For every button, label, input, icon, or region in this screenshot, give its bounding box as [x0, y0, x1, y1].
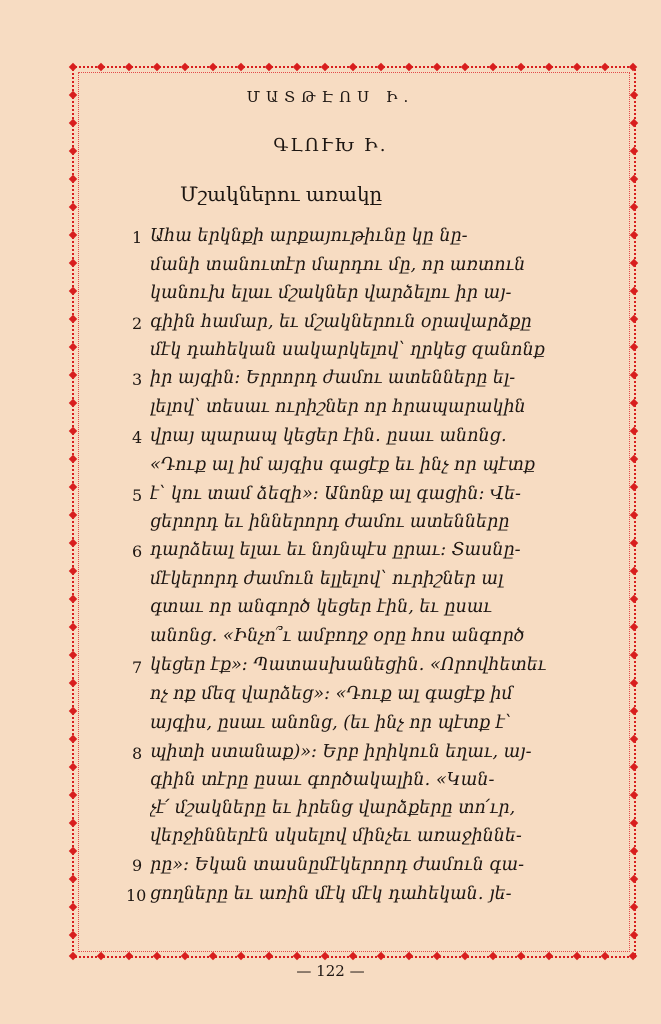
verse-number: 4 [132, 428, 143, 447]
text-line: անոնց․ «Ինչո՞ւ ամբողջ օրը հոս անգործ [150, 626, 525, 646]
text-line: ցերորդ եւ իններորդ ժամու ատենները [150, 512, 510, 532]
page-number: — 122 — [296, 962, 365, 980]
text-line: չէ՛ մշակները եւ իրենց վարձքերը տո՛ւր, [150, 798, 516, 818]
verse-number: 6 [132, 542, 143, 561]
text-line: ցողները եւ առին մէկ մէկ դահեկան․ յե- [150, 884, 512, 904]
text-line: այգիս, ըսաւ անոնց, (եւ ինչ որ պէտք է՝ [150, 713, 512, 733]
text-line: մէկ դահեկան սակարկելով՝ ղրկեց զանոնք [150, 340, 545, 360]
text-line: վերջիններէն սկսելով մինչեւ առաջիննե- [150, 826, 522, 846]
text-line: կեցեր էք»։ Պատասխանեցին․ «Որովհետեւ [150, 655, 547, 675]
text-line: մանի տանուտէր մարդու մը, որ առտուն [150, 255, 526, 275]
text-line: լելով՝ տեսաւ ուրիշներ որ հրապարակին [150, 397, 526, 417]
text-line: ոչ ոք մեզ վարձեց»։ «Դուք ալ գացէք իմ [150, 684, 513, 704]
text-line: վրայ պարապ կեցեր էին․ ըսաւ անոնց․ [150, 426, 507, 446]
section-heading: Մշակներու առակը [180, 182, 383, 206]
verse-number: 3 [132, 370, 143, 389]
text-line: մէկերորդ ժամուն ելլելով՝ ուրիշներ ալ [150, 569, 504, 589]
verse-number: 7 [132, 658, 143, 677]
text-line: է՝ կու տամ ձեզի»։ Անոնք ալ գացին։ Վե- [150, 484, 521, 504]
text-line: գտաւ որ անգործ կեցեր էին, եւ ըսաւ [150, 597, 492, 617]
verse-number: 1 [132, 228, 143, 247]
book-title: ՄԱՏԹԷՈՍ Ի․ [246, 88, 415, 106]
text-line: դարձեալ ելաւ եւ նոյնպէս ըրաւ։ Տասնը- [150, 540, 521, 560]
text-line: րը»։ Եկան տասնըմէկերորդ ժամուն գա- [150, 855, 524, 875]
verse-number: 5 [132, 486, 143, 505]
verse-number: 9 [132, 856, 143, 875]
text-line: Ահա երկնքի արքայութիւնը կը նը- [150, 226, 468, 246]
verse-number: 10 [126, 886, 147, 905]
text-line: պիտի ստանաք)»։ Երբ իրիկուն եղաւ, այ- [150, 742, 532, 762]
text-line: գիին տէրը ըսաւ գործակալին․ «Կան- [150, 770, 495, 790]
chapter-title: ԳԼՈՒԽ Ի․ [273, 135, 388, 156]
verse-number: 8 [132, 744, 143, 763]
text-line: գիին համար, եւ մշակներուն օրավարձքը [150, 312, 532, 332]
text-line: կանուխ ելաւ մշակներ վարձելու իր այ- [150, 283, 512, 303]
text-line: «Դուք ալ իմ այգիս գացէք եւ ինչ որ պէտք [150, 455, 536, 475]
text-line: իր այգին։ Երրորդ ժամու ատենները ել- [150, 368, 516, 388]
verse-number: 2 [132, 314, 143, 333]
